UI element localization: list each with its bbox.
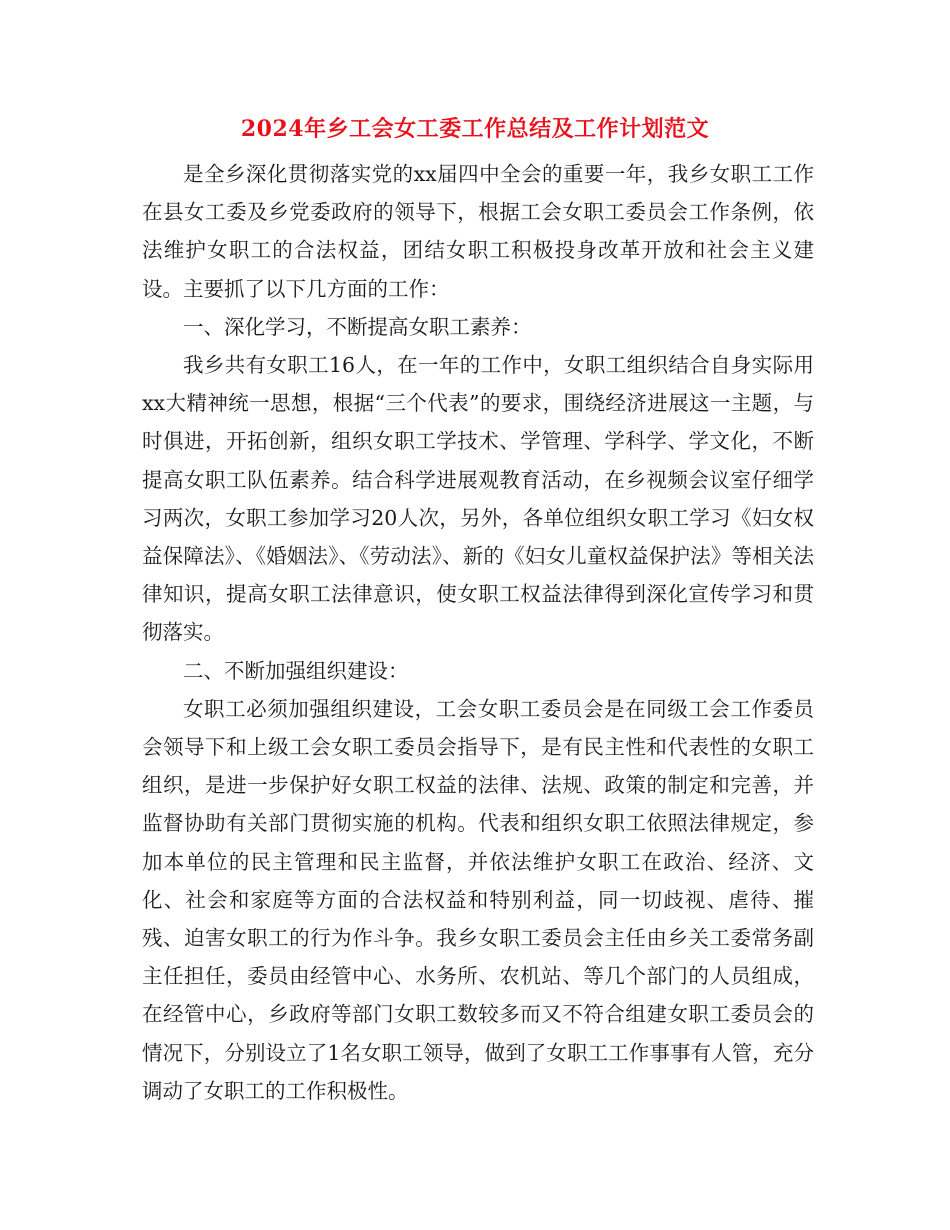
paragraph-study: 我乡共有女职工16人，在一年的工作中，女职工组织结合自身实际用xx大精神统一思想，根据“三个代表”的要求，围绕经济进展这一主题，与时俱进，开拓创新，组织女职工学技术、学管理、学科学、学文化，不断提高女职工队伍素养。结合科学进展观教育活动，在乡视频会议室仔细学习两次，女职工参加学习20人次，另外，各单位组织女职工学习《妇女权益保障法》、《婚姻法》、《劳动法》、新的《妇女儿童权益保护法》等相关法律知识，提高女职工法律意识，使女职工权益法律得到深化宣传学习和贯彻落实。 [142, 353, 814, 645]
paragraph-intro: 是全乡深化贯彻落实党的xx届四中全会的重要一年，我乡女职工工作在县女工委及乡党委政府的领导下，根据工会女职工委员会工作条例，依法维护女职工的合法权益，团结女职工积极投身改革开放和社会主义建设。主要抓了以下几方面的工作： [142, 162, 814, 301]
paragraph-organization: 女职工必须加强组织建设，工会女职工委员会是在同级工会工作委员会领导下和上级工会女职工委员会指导下，是有民主性和代表性的女职工组织，是进一步保护好女职工权益的法律、法规、政策的制定和完善，并监督协助有关部门贯彻实施的机构。代表和组织女职工依照法律规定，参加本单位的民主管理和民主监督，并依法维护女职工在政治、经济、文化、社会和家庭等方面的合法权益和特别利益，同一切歧视、虐待、摧残、迫害女职工的行为作斗争。我乡女职工委员会主任由乡关工委常务副主任担任，委员由经管中心、水务所、农机站、等几个部门的人员组成，在经管中心，乡政府等部门女职工数较多而又不符合组建女职工委员会的情况下，分别设立了1名女职工领导，做到了女职工工作事事有人管，充分调动了女职工的工作积极性。 [142, 696, 814, 1103]
document-title: 2024年乡工会女工委工作总结及工作计划范文 [240, 116, 710, 142]
document-body [142, 155, 814, 1110]
section-heading-1: 一、深化学习，不断提高女职工素养： [183, 314, 532, 339]
section-heading-2: 二、不断加强组织建设： [183, 658, 409, 683]
